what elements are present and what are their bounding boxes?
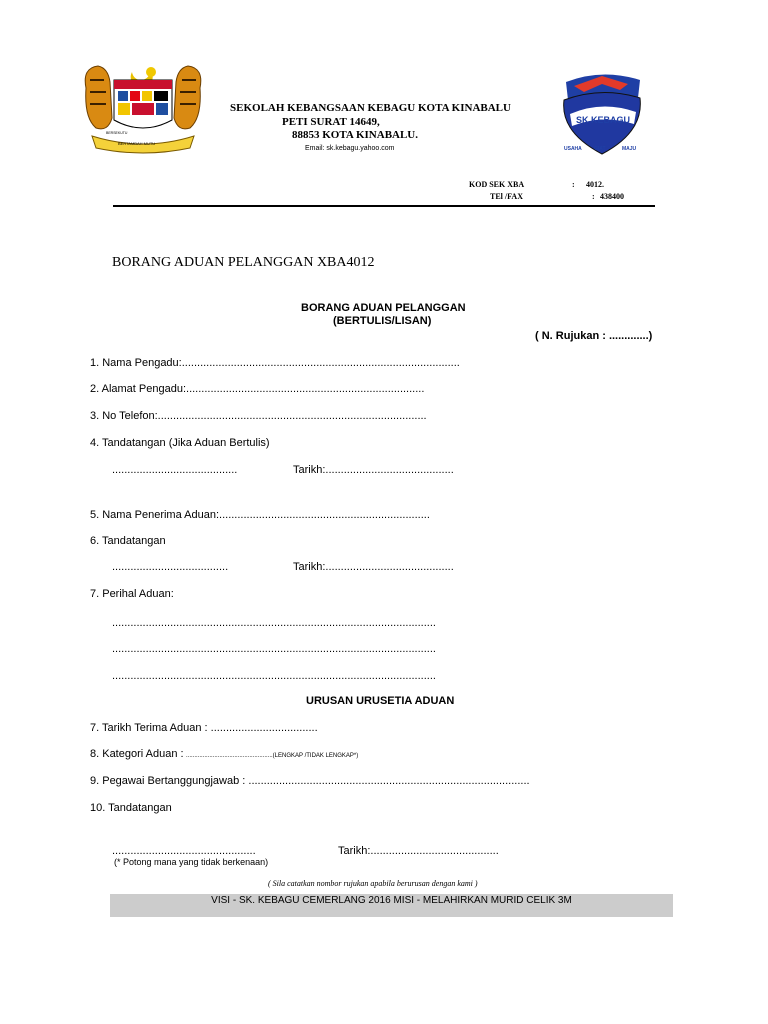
field-alamat-pengadu: 2. Alamat Pengadu:.............................................................................. [90, 383, 425, 395]
perihal-line-3: .......................................................................................................... [112, 670, 436, 682]
field-tarikh-terima: 7. Tarikh Terima Aduan : ................................... [90, 722, 318, 734]
field-pegawai: 9. Pegawai Bertanggungjawab : ............................................................................................ [90, 775, 530, 787]
field-nama-penerima: 5. Nama Penerima Aduan:..................................................................... [90, 509, 430, 521]
perihal-line-2: .......................................................................................................... [112, 643, 436, 655]
kod-separator: : [572, 180, 575, 189]
footnote-rujukan: ( Sila catatkan nombor rujukan apabila berurusan dengan kami ) [268, 879, 478, 888]
date-line-pengadu: Tarikh:.......................................... [293, 464, 454, 476]
crest-motto-text: BERTAMBAH MUTU [118, 141, 156, 146]
footer-text: VISI - SK. KEBAGU CEMERLANG 2016 MISI - MELAHIRKAN MURID CELIK 3M [211, 895, 572, 906]
coat-of-arms-logo [78, 58, 208, 156]
logo-sk-kebagu-text: SK KEBAGU [576, 115, 631, 125]
kod-value: 4012. [586, 180, 604, 189]
kategori-options: ....................................................(LENGKAP /TIDAK LENGKAP*) [186, 753, 359, 759]
signature-line-pengadu: ......................................... [112, 464, 238, 476]
crest-motto-text-small: BERSEKUTU [106, 131, 128, 135]
field-tandatangan-pengadu: 4. Tandatangan (Jika Aduan Bertulis) [90, 437, 270, 449]
signature-line-urusetia: ............................................... [112, 845, 256, 857]
logo-usaha-text: USAHA [564, 146, 582, 152]
po-box: PETI SURAT 14649, [282, 116, 380, 128]
field-tandatangan-penerima: 6. Tandatangan [90, 535, 166, 547]
logo-maju-text: MAJU [622, 146, 637, 152]
form-subtitle-type: (BERTULIS/LISAN) [333, 315, 432, 327]
field-no-telefon: 3. No Telefon:........................................................................................ [90, 410, 427, 422]
field-tandatangan-urusetia: 10. Tandatangan [90, 802, 172, 814]
email-text: Email: sk.kebagu.yahoo.com [305, 145, 395, 152]
urusetia-heading: URUSAN URUSETIA ADUAN [306, 695, 455, 707]
tel-label: TEl /FAX [490, 192, 523, 201]
form-subtitle: BORANG ADUAN PELANGGAN [301, 302, 466, 314]
tel-separator: : [592, 192, 595, 201]
form-title: BORANG ADUAN PELANGGAN XBA4012 [112, 255, 375, 270]
kod-label: KOD SEK XBA [469, 180, 525, 189]
tel-value: 438400 [600, 192, 624, 201]
field-perihal-aduan: 7. Perihal Aduan: [90, 588, 174, 600]
city-address: 88853 KOTA KINABALU. [292, 129, 419, 141]
logo-giat-text: GIAT [594, 146, 606, 152]
date-line-urusetia: Tarikh:.......................................... [338, 845, 499, 857]
school-name: SEKOLAH KEBANGSAAN KEBAGU KOTA KINABALU [230, 102, 511, 114]
footer-vision-mission [110, 894, 673, 917]
reference-number: ( N. Rujukan : .............) [535, 330, 653, 342]
school-logo [560, 70, 645, 160]
signature-line-penerima: ...................................... [112, 561, 229, 573]
header-divider [113, 205, 655, 207]
potong-note: (* Potong mana yang tidak berkenaan) [114, 857, 269, 867]
perihal-line-1: .......................................................................................................... [112, 617, 436, 629]
date-line-penerima: Tarikh:.......................................... [293, 561, 454, 573]
field-kategori-aduan: 8. Kategori Aduan : [90, 748, 184, 760]
field-nama-pengadu: 1. Nama Pengadu:........................................................................................... [90, 357, 460, 369]
